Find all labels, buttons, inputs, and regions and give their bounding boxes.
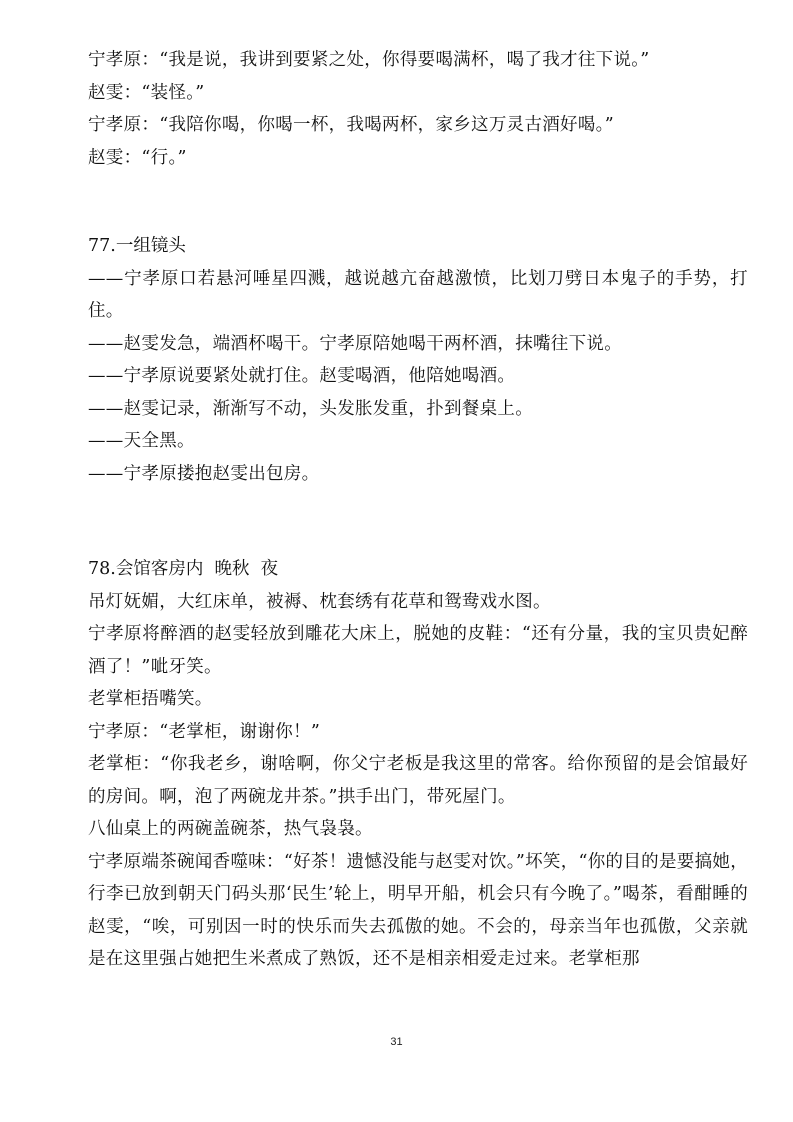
scene-paragraph: 吊灯妩媚，大红床单，被褥、枕套绣有花草和鸳鸯戏水图。 [88, 591, 551, 612]
shot-line: ——赵雯记录，渐渐写不动，头发胀发重，扑到餐桌上。 [88, 398, 533, 419]
dialogue-line: 赵雯：“装怪。” [88, 82, 205, 103]
scene-78-section [88, 553, 748, 976]
scene-77-section [88, 230, 748, 490]
page-number: 31 [390, 1036, 403, 1048]
shot-line: ——宁孝原搂抱赵雯出包房。 [88, 463, 320, 484]
scene-paragraph: 老掌柜：“你我老乡，谢啥啊，你父宁老板是我这里的常客。给你预留的是会馆最好的房间。啊，泡了两碗龙井茶。”拱手出门，带死屋门。 [88, 754, 748, 807]
scene-paragraph: 老掌柜捂嘴笑。 [88, 689, 213, 709]
scene-paragraph: 宁孝原将醉酒的赵雯轻放到雕花大床上，脱她的皮鞋：“还有分量，我的宝贝贵妃醉酒了！”呲牙笑。 [88, 624, 748, 677]
dialogue-line: 赵雯：“行。” [88, 147, 187, 168]
scene-paragraph: 八仙桌上的两碗盖碗茶，热气袅袅。 [88, 819, 373, 839]
dialogue-line: 宁孝原：“我陪你喝，你喝一杯，我喝两杯，家乡这万灵古酒好喝。” [88, 115, 614, 135]
dialogue-line: 宁孝原：“我是说，我讲到要紧之处，你得要喝满杯，喝了我才往下说。” [88, 50, 650, 70]
scene-paragraph: 宁孝原：“老掌柜，谢谢你！” [88, 721, 321, 742]
shot-line: ——赵雯发急，端酒杯喝干。宁孝原陪她喝干两杯酒，抹嘴往下说。 [88, 333, 622, 354]
shot-line: ——宁孝原口若悬河唾星四溅，越说越亢奋越激愤，比划刀劈日本鬼子的手势，打住。 [88, 268, 748, 321]
scene-heading: 78.会馆客房内 晚秋 夜 [88, 559, 279, 579]
dialogue-section [88, 44, 748, 174]
shot-line: ——天全黑。 [88, 431, 195, 451]
scene-heading: 77.一组镜头 [88, 236, 186, 256]
shot-line: ——宁孝原说要紧处就打住。赵雯喝酒，他陪她喝酒。 [88, 366, 516, 386]
scene-paragraph: 宁孝原端茶碗闻香噬味：“好茶！遗憾没能与赵雯对饮。”坏笑，“你的目的是要搞她，行李已放到朝天门码头那‘民生’轮上，明早开船，机会只有今晚了。”喝茶，看酣睡的赵雯，“唉，可别因一时的快乐而失去孤傲的她。不会的，母亲当年也孤傲，父亲就是在这里强占她把生米煮成了熟饭，还不是相亲相爱走过来。老掌柜那 [88, 851, 748, 969]
